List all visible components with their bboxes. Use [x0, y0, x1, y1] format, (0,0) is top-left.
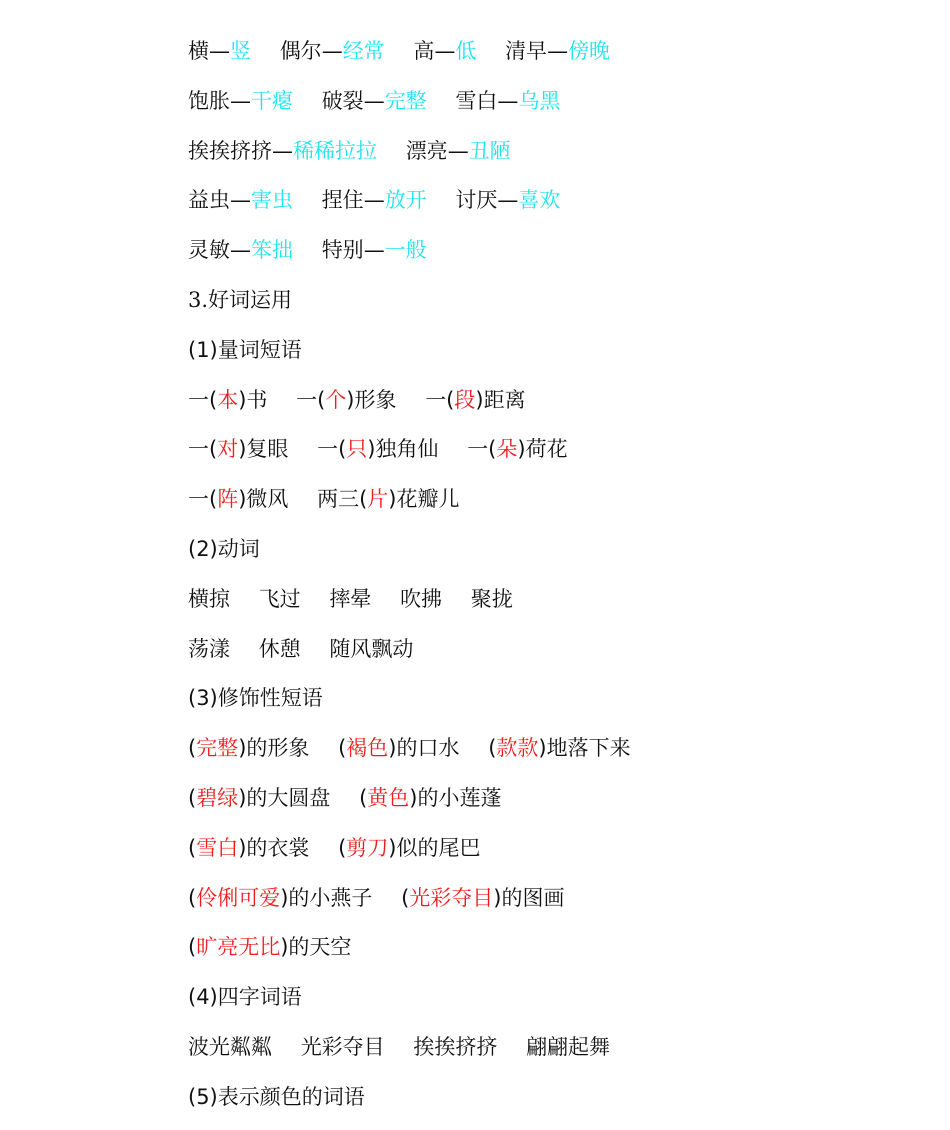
antonym-answer: 乌黑	[518, 88, 561, 113]
fill-answer: 碧绿	[196, 785, 239, 810]
fill-answer: 伶俐可爱	[196, 885, 281, 910]
modifier-phrase: (雪白)的衣裳	[188, 835, 310, 860]
measure-phrase: 一(只)独角仙	[317, 437, 439, 462]
modifier-row	[188, 827, 908, 877]
measure-phrase: 两三(片)花瓣儿	[317, 487, 460, 512]
antonym-answer: 害虫	[251, 188, 293, 213]
verb-row	[188, 578, 908, 628]
fill-answer: 个	[325, 387, 347, 412]
verb: 荡漾	[188, 636, 230, 661]
fill-answer: 只	[346, 437, 368, 462]
antonym-answer: 丑陋	[468, 138, 511, 163]
antonym-pair: 横—竖	[188, 39, 251, 63]
antonym-row	[188, 229, 908, 279]
fill-answer: 雪白	[196, 835, 239, 860]
fill-answer: 光彩夺目	[409, 885, 494, 910]
measure-word-row	[188, 428, 908, 478]
fill-answer: 款款	[496, 736, 539, 761]
fill-answer: 对	[217, 437, 239, 462]
verb: 休憩	[258, 636, 301, 661]
subsection-title: (3)修饰性短语	[188, 686, 323, 711]
fill-answer: 剪刀	[346, 835, 389, 860]
verb: 吹拂	[400, 586, 443, 611]
modifier-phrase: (旷亮无比)的天空	[188, 935, 352, 960]
verb: 飞过	[258, 586, 301, 611]
antonym-pair: 漂亮—丑陋	[405, 138, 511, 163]
modifier-phrase: (黄色)的小莲蓬	[359, 785, 502, 810]
measure-phrase: 一(段)距离	[425, 387, 526, 412]
fill-answer: 片	[367, 487, 389, 512]
antonym-row	[188, 80, 908, 130]
measure-phrase: 一(个)形象	[296, 387, 397, 412]
measure-phrase: 一(阵)微风	[188, 487, 289, 512]
four-char-word: 光彩夺目	[300, 1034, 385, 1059]
subsection-title: (1)量词短语	[188, 337, 302, 362]
antonym-pair: 挨挨挤挤—稀稀拉拉	[188, 138, 377, 163]
measure-phrase: 一(本)书	[188, 387, 268, 412]
four-char-word: 波光粼粼	[188, 1034, 272, 1059]
antonym-answer: 放开	[384, 188, 427, 213]
antonym-pair: 高—低	[413, 39, 477, 63]
antonym-answer: 傍晚	[568, 39, 611, 63]
antonym-pair: 讨厌—喜欢	[455, 188, 561, 213]
answer-page	[188, 30, 908, 1126]
modifier-row	[188, 926, 908, 976]
antonym-pair: 灵敏—笨拙	[188, 238, 293, 263]
modifier-phrase: (光彩夺目)的图画	[401, 885, 565, 910]
modifier-phrase: (伶俐可爱)的小燕子	[188, 885, 373, 910]
measure-phrase: 一(朵)荷花	[467, 437, 568, 462]
fill-answer: 本	[217, 387, 239, 412]
antonym-row	[188, 179, 908, 229]
modifier-row	[188, 777, 908, 827]
fill-answer: 旷亮无比	[196, 935, 281, 960]
modifier-phrase: (剪刀)似的尾巴	[338, 835, 481, 860]
antonym-pair: 捏住—放开	[321, 188, 427, 213]
subsection-title: (4)四字词语	[188, 985, 302, 1010]
antonym-pair: 清早—傍晚	[505, 39, 611, 63]
antonym-answer: 干瘪	[251, 88, 293, 113]
verb: 摔晕	[329, 586, 372, 611]
antonym-row	[188, 30, 908, 80]
fill-answer: 朵	[496, 437, 518, 462]
antonym-row	[188, 130, 908, 180]
modifier-phrase: (褐色)的口水	[338, 736, 460, 761]
subsection-title: (5)表示颜色的词语	[188, 1084, 365, 1109]
verb-row	[188, 628, 908, 678]
section-title: 3.好词运用	[188, 287, 293, 312]
fill-answer: 完整	[196, 736, 239, 761]
modifier-phrase: (完整)的形象	[188, 736, 310, 761]
antonym-pair: 破裂—完整	[321, 88, 427, 113]
antonym-pair: 益虫—害虫	[188, 188, 293, 213]
subsection-title: (2)动词	[188, 536, 260, 561]
antonym-pair: 偶尔—经常	[279, 39, 385, 63]
verb: 横掠	[188, 586, 230, 611]
modifier-phrase: (碧绿)的大圆盘	[188, 785, 331, 810]
four-char-word: 挨挨挤挤	[413, 1034, 498, 1059]
four-char-word: 翩翩起舞	[526, 1034, 611, 1059]
fill-answer: 阵	[217, 487, 239, 512]
antonym-answer: 稀稀拉拉	[293, 138, 377, 163]
antonym-answer: 喜欢	[518, 188, 561, 213]
modifier-row	[188, 877, 908, 927]
modifier-row	[188, 727, 908, 777]
antonym-answer: 笨拙	[251, 238, 293, 263]
antonym-answer: 低	[455, 39, 477, 63]
antonym-pair: 饱胀—干瘪	[188, 88, 293, 113]
antonym-answer: 完整	[384, 88, 427, 113]
fill-answer: 黄色	[367, 785, 410, 810]
modifier-phrase: (款款)地落下来	[488, 736, 631, 761]
verb: 聚拢	[470, 586, 513, 611]
antonym-answer: 一般	[384, 238, 427, 263]
antonym-answer: 竖	[230, 39, 251, 63]
verb: 随风飘动	[329, 636, 414, 661]
antonym-pair: 雪白—乌黑	[455, 88, 561, 113]
four-char-row	[188, 1026, 908, 1076]
measure-word-row	[188, 478, 908, 528]
antonym-answer: 经常	[342, 39, 385, 63]
fill-answer: 褐色	[346, 736, 389, 761]
fill-answer: 段	[454, 387, 476, 412]
measure-word-row	[188, 379, 908, 429]
measure-phrase: 一(对)复眼	[188, 437, 289, 462]
antonym-pair: 特别—一般	[321, 238, 427, 263]
